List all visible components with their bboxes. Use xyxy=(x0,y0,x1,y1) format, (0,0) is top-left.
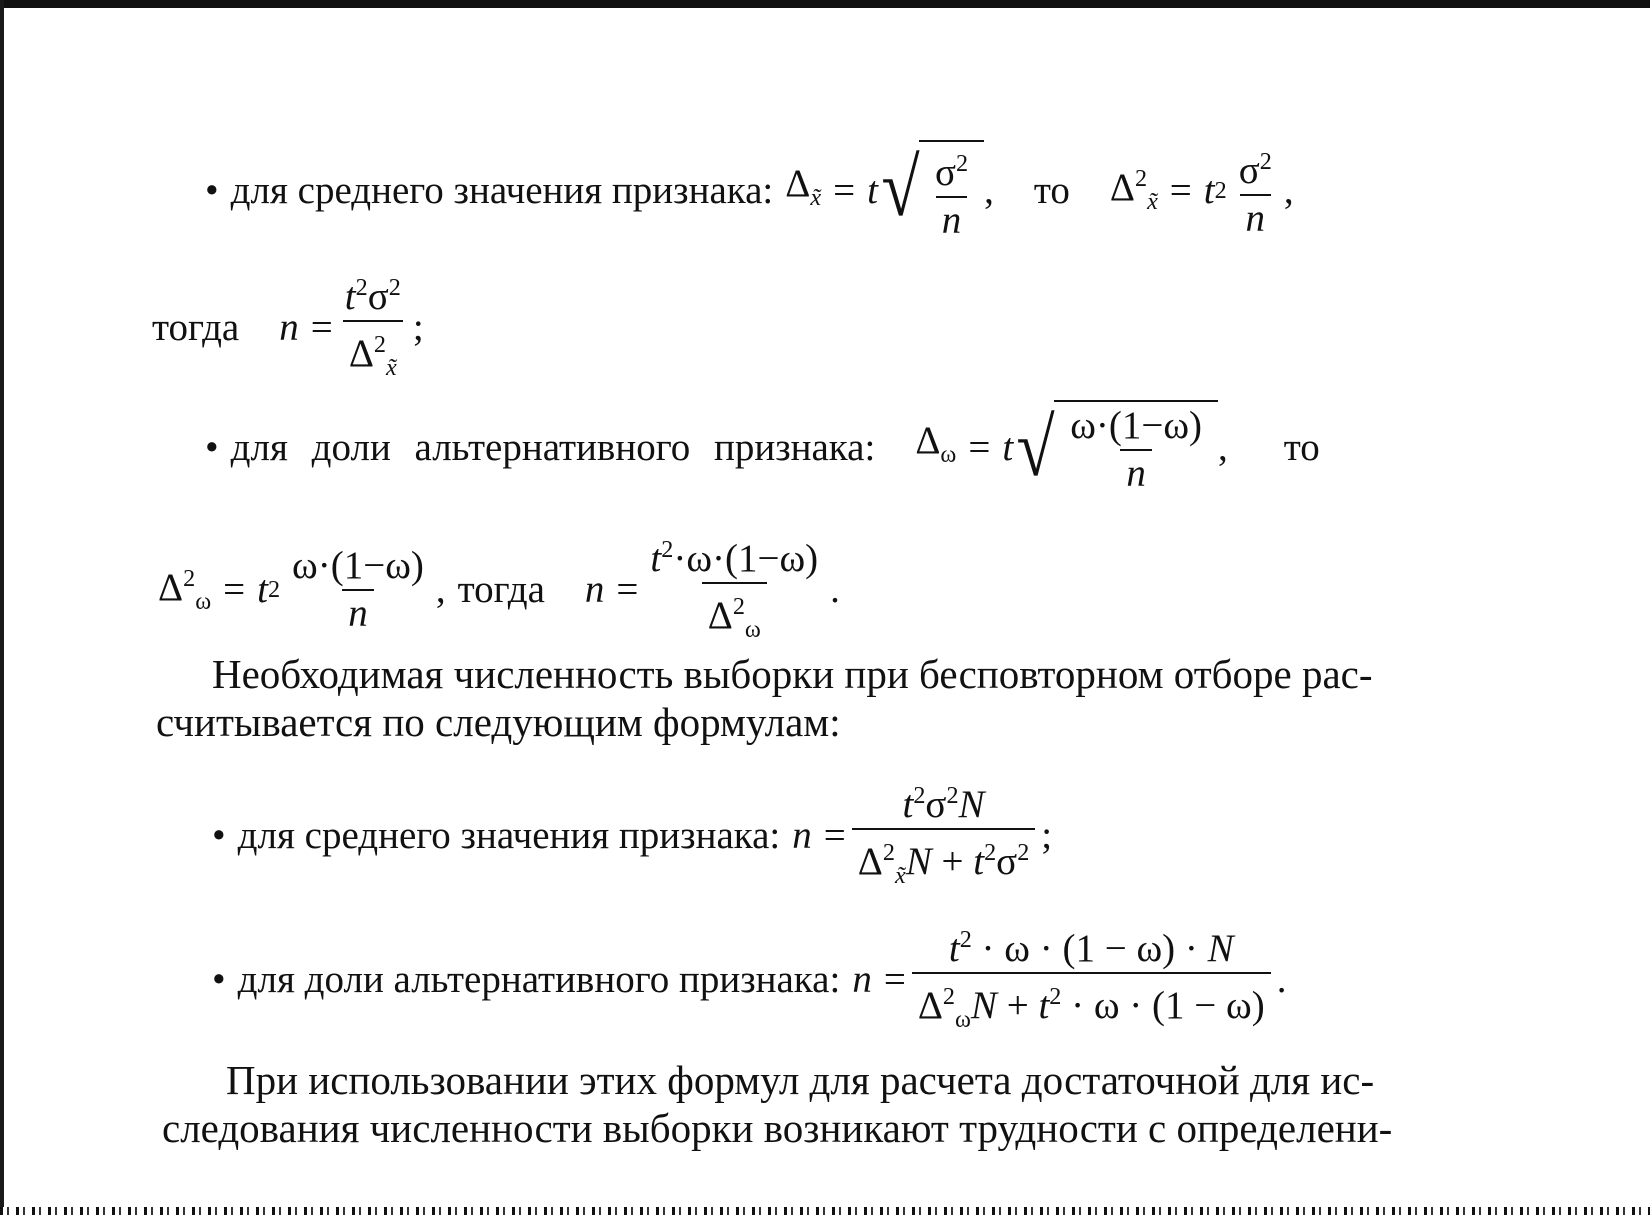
frac-n-mean-repeat: $\frac{t^2\sigma^2}{\Delta^2_{x̃}}$ xyxy=(339,268,407,388)
line-mean-repeat: • для среднего значения признака: $\Delta_{x̃}$ = t √ $\frac{\sigma^2}{n}$ , то $\Delta^2_{x̃}$ = t 2 $\frac{\sigma^2}{n}$ , xyxy=(205,142,1294,242)
scan-left-edge xyxy=(0,0,4,1215)
mean-norepeat-label: для среднего значения признака: xyxy=(237,813,781,857)
line-togda-share: $\Delta^2_\omega$ = t 2 $\frac{\omega\cdot(1-\omega)}{n}$ , тогда n = $\frac{t^2\cdot\omega\cdot(1-\omega)}{\Delta^2_\omega}$ . xyxy=(158,530,840,650)
bullet-icon: • xyxy=(212,813,226,857)
sqrt-omega-over-n: √ $\frac{\omega\cdot(1-\omega)}{n}$ xyxy=(1013,400,1218,496)
share-repeat-label: для доли альтернативного признака: xyxy=(230,426,876,469)
word-togda: тогда xyxy=(152,305,240,349)
frac-sigma2-over-n: $\frac{\sigma^2}{n}$ xyxy=(1238,148,1272,240)
line-share-repeat: • для доли альтернативного признака: $\Delta_\omega$ = t √ $\frac{\omega\cdot(1-\omega)}{n}$ , то xyxy=(205,402,1320,495)
frac-n-share-repeat: $\frac{t^2\cdot\omega\cdot(1-\omega)}{\Delta^2_\omega}$ xyxy=(644,530,824,650)
paragraph-line-1: Необходимая численность выборки при бесповторном отборе рас- xyxy=(212,651,1373,697)
frac-n-share-norepeat: $\frac{t^2 \cdot \omega \cdot (1 - \omega) \cdot N}{\Delta^2_\omega N + t^2 \cdot \omega \cdot (1 - \omega)}$ xyxy=(912,920,1271,1040)
paragraph-line-2: считывается по следующим формулам: xyxy=(156,699,841,745)
formula-delta-x: $\Delta_{x̃}$ xyxy=(785,161,822,211)
bullet-icon: • xyxy=(212,957,226,1001)
line-share-norepeat: • для доли альтернативного признака: n = $\frac{t^2 \cdot \omega \cdot (1 - \omega) \cdot N}{\Delta^2_\omega N + t^2 \cdot \omega \cdot (1 - \omega)}$ . xyxy=(212,920,1286,1040)
word-togda: тогда xyxy=(457,567,545,611)
scan-bottom-edge xyxy=(0,1207,1650,1215)
paragraph-line-4: следования численности выборки возникают трудности с определени- xyxy=(162,1105,1393,1151)
formula-delta2-x: $\Delta^2_{x̃}$ xyxy=(1109,165,1158,215)
line-mean-norepeat: • для среднего значения признака: n = $\frac{t^2\sigma^2N}{\Delta^2_{x̃}N + t^2\sigma^2}$ ; xyxy=(212,776,1052,896)
frac-n-mean-norepeat: $\frac{t^2\sigma^2N}{\Delta^2_{x̃}N + t^2\sigma^2}$ xyxy=(852,776,1036,896)
bullet-icon: • xyxy=(205,168,219,212)
word-to: то xyxy=(1283,426,1320,469)
formula-delta-omega: $\Delta_\omega$ xyxy=(915,419,957,468)
line-togda-mean: тогда n = $\frac{t^2\sigma^2}{\Delta^2_{x̃}}$ ; xyxy=(152,268,424,388)
scan-top-edge xyxy=(0,0,1650,8)
share-norepeat-label: для доли альтернативного признака: xyxy=(237,957,841,1001)
sqrt-sigma2-over-n: √ $\frac{\sigma^2}{n}$ xyxy=(878,140,984,241)
bullet-icon: • xyxy=(205,426,219,469)
word-to: то xyxy=(1033,168,1070,212)
formula-delta2-omega: $\Delta^2_\omega$ xyxy=(158,564,212,615)
paragraph-line-3: При использовании этих формул для расчета достаточной для ис- xyxy=(226,1057,1375,1103)
mean-repeat-label: для среднего значения признака: xyxy=(230,168,774,212)
frac-omega-over-n: $\frac{\omega\cdot(1-\omega)}{n}$ xyxy=(292,543,424,635)
